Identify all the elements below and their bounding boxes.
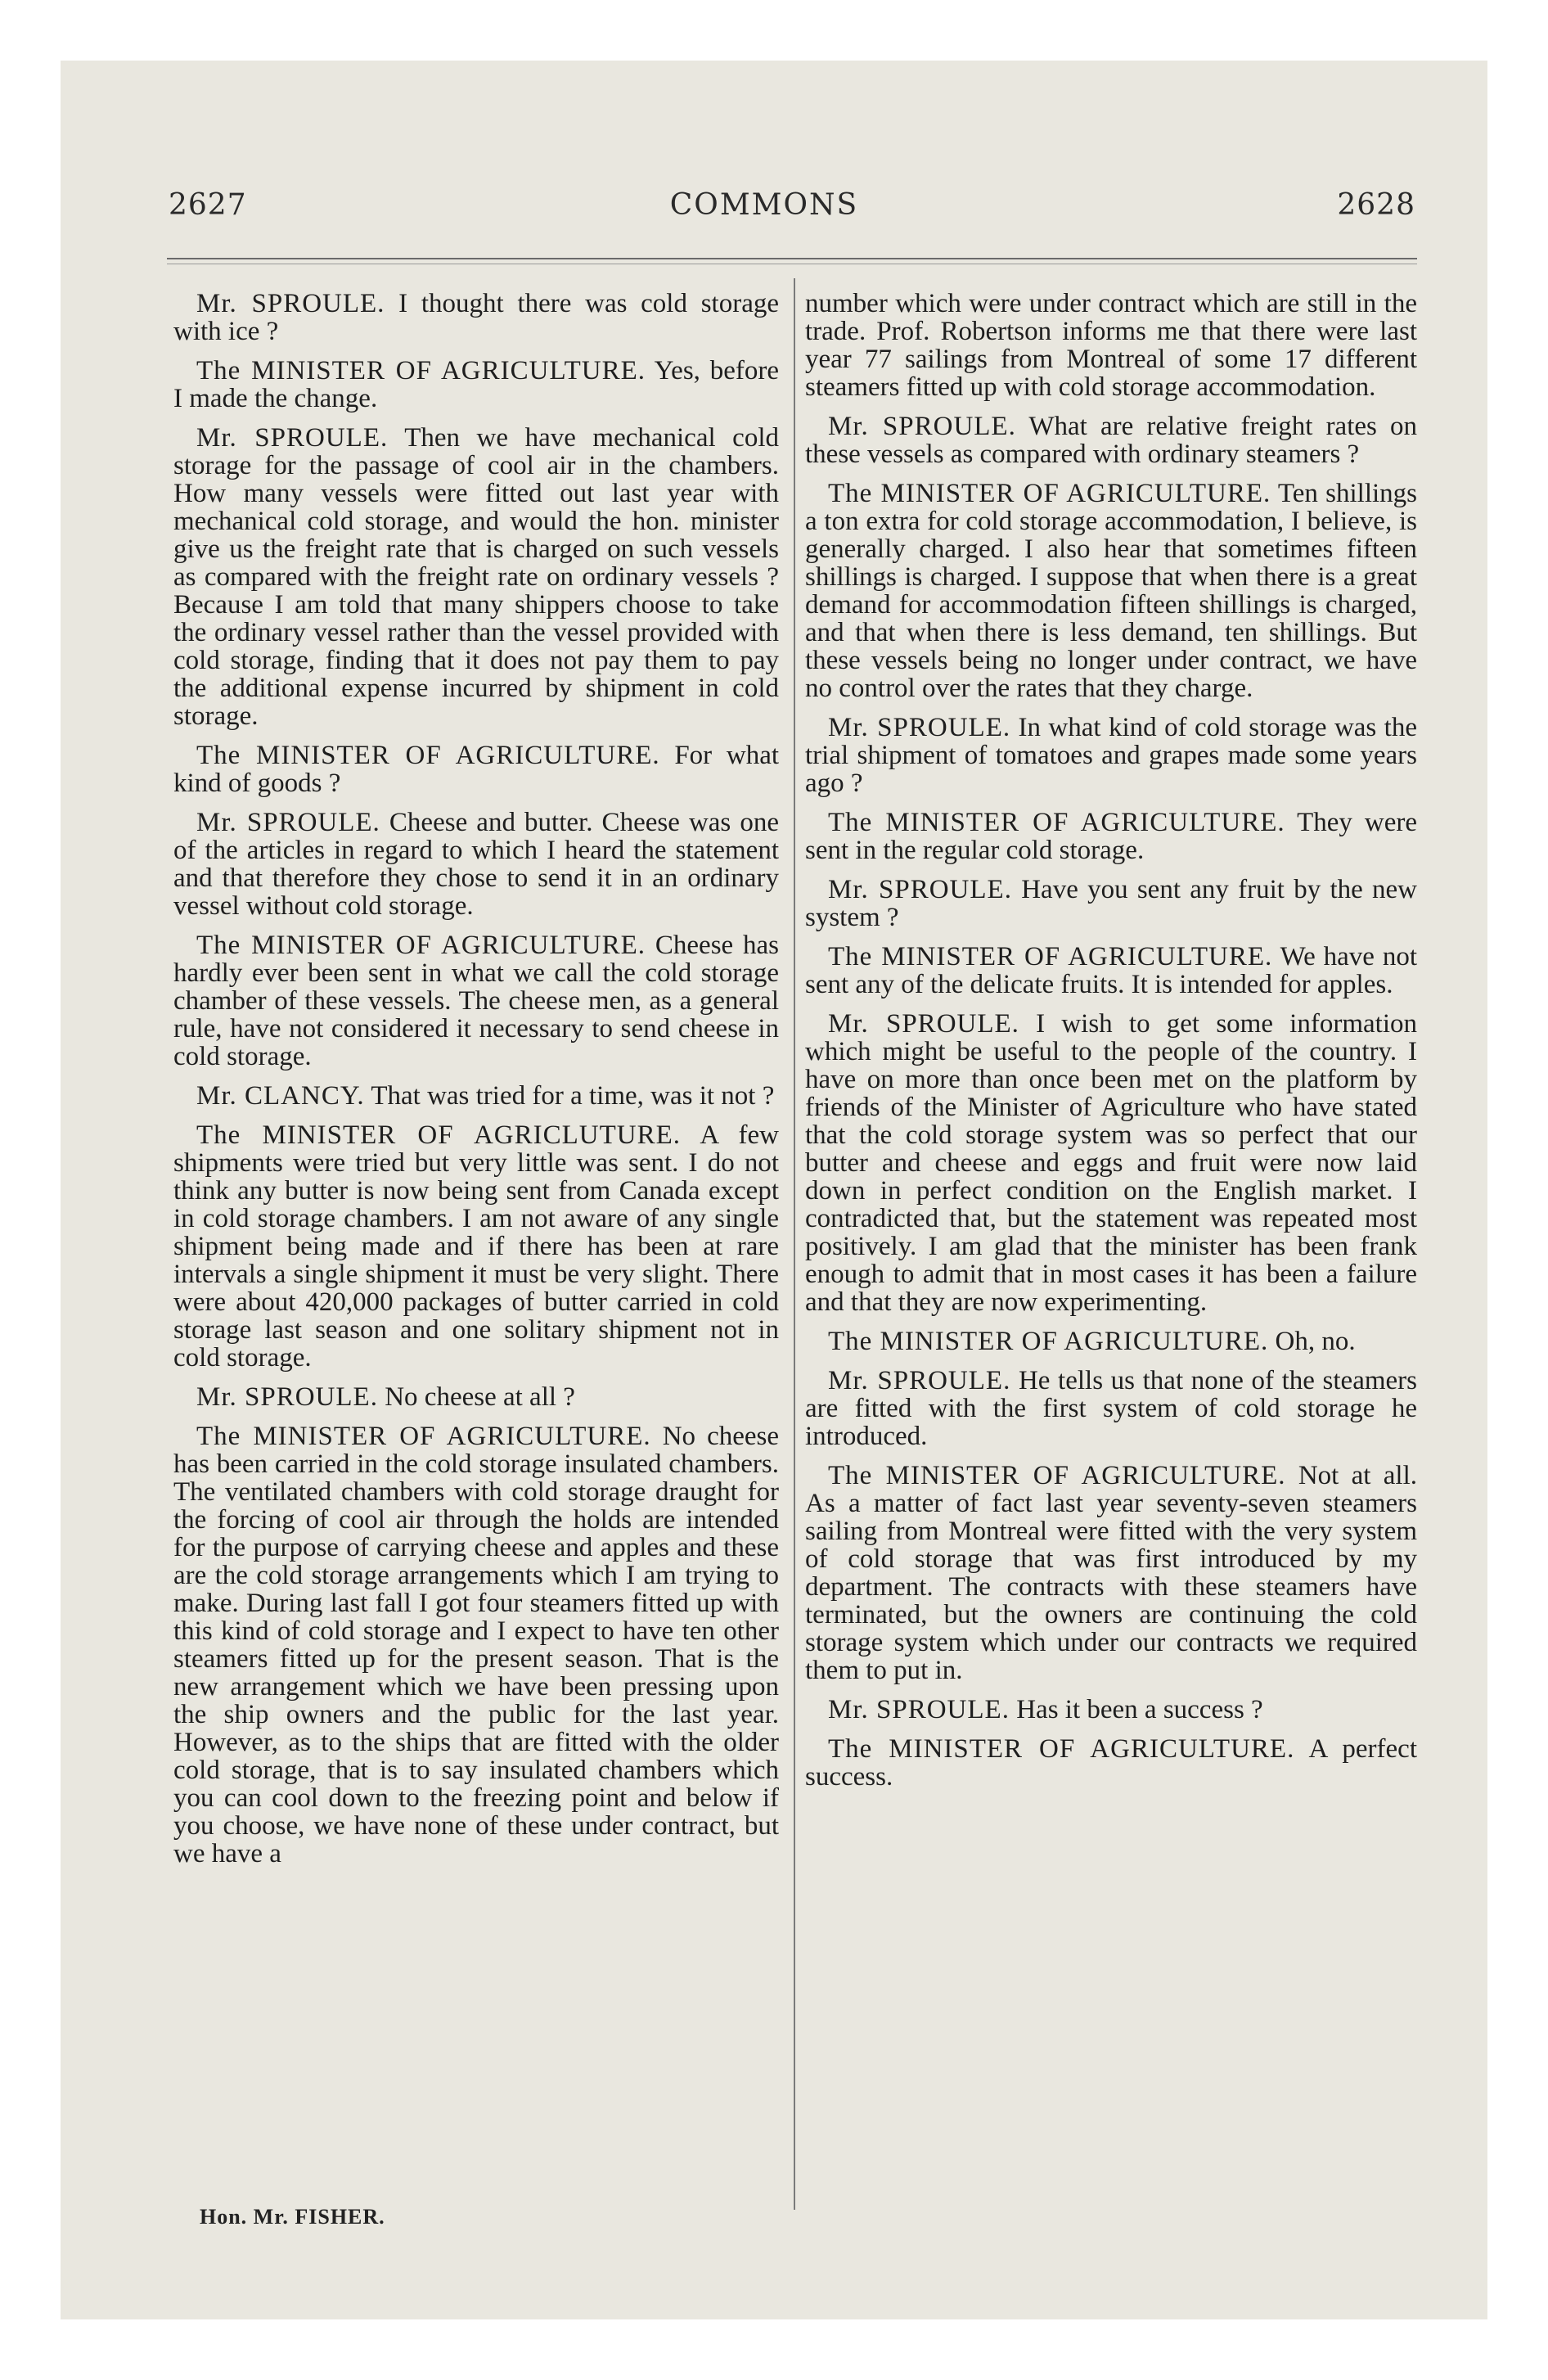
speech-text: I wish to get some information which might be useful to the people of the country. I have on more than once been met on the platform by friends of the Minister of Agriculture who have stated that the cold storage system was so perfect that our butter and cheese and eggs and fruit were now laid down in perfect condition on the English market. I contradicted that, but the statement was repeated most positively. I am glad that the minister has been frank enough to admit that in most cases it has been a failure and that they are now experimenting. (805, 1009, 1417, 1317)
speech-paragraph (805, 480, 1417, 702)
speech-paragraph (805, 412, 1417, 468)
speaker-name: Mr. SPROULE. (196, 1382, 378, 1412)
speech-text: Ten shillings a ton extra for cold storage accommodation, I believe, is generally charged. I also hear that sometimes fifteen shillings is charged. I suppose that when there is a great demand for accommodation fifteen shillings is charged, and that when there is less demand, ten shillings. But these vessels being no longer under contract, we have no control over the rates that they charge. (805, 479, 1418, 703)
speech-text: We have not sent any of the delicate fruits. It is intended for apples. (805, 942, 1417, 999)
footer-signature: Hon. Mr. FISHER. (200, 2205, 385, 2229)
speech-text: They were sent in the regular cold storage. (805, 808, 1418, 865)
speech-paragraph (173, 1422, 779, 1868)
speaker-name: Mr. SPROULE. (196, 808, 380, 837)
speech-paragraph (173, 290, 779, 345)
speaker-name: Mr. SPROULE. (828, 1366, 1011, 1395)
speech-paragraph (805, 1327, 1417, 1355)
speech-text: Not at all. As a matter of fact last year seventy-seven steamers sailing from Montreal were fitted with the very system of cold storage that was first introduced by my department. The contracts with these steamers have terminated, but the owners are continuing the cold storage system which under our contracts we required them to put in. (805, 1461, 1418, 1685)
speech-text: Yes, before I made the change. (173, 356, 780, 413)
speech-paragraph (805, 876, 1417, 931)
speech-text: Cheese and butter. Cheese was one of the articles in regard to which I heard the statement and that therefore they chose to send it in an ordinary vessel without cold storage. (173, 808, 780, 921)
speaker-name: Mr. SPROULE. (196, 423, 389, 453)
speech-text: No cheese has been carried in the cold storage insulated chambers. The ventilated chambers with cold storage draught for the forcing of cool air through the holds are intended for the purpose of carrying cheese and apples and these are the cold storage arrangements which I am trying to make. During last fall I got four steamers fitted up with this kind of cold storage and I expect to have ten other steamers fitted up for the present season. That is the new arrangement which we have been pressing upon the ship owners and the public for the last year. However, as to the ships that are fitted with the older cold storage, that is to say insulated chambers which you can cool down to the freezing point and below if you choose, we have none of these under contract, but we have a (173, 1422, 780, 1868)
speech-text: That was tried for a time, was it not ? (371, 1081, 775, 1111)
speaker-name: Mr. SPROULE. (196, 289, 385, 318)
speech-text: Then we have mechanical cold storage for the passage of cool air in the chambers. How many vessels were fitted out last year with mechanical cold storage, and would the hon. minister give us the freight rate that is charged on such vessels as compared with the freight rate on ordinary vessels ? Because I am told that many shippers choose to take the ordinary vessel rather than the vessel provided with cold storage, finding that it does not pay them to pay the additional expense incurred by shipment in cold storage. (173, 423, 779, 731)
continued-paragraph: number which were under contract which are still in the trade. Prof. Robertson informs me that there were last year 77 sailings from Montreal of some 17 different steamers fitted up with cold storage accommodation. (805, 289, 1417, 402)
page-title: COMMONS (669, 188, 859, 222)
speech-text: What are relative freight rates on these vessels as compared with ordinary steamers ? (805, 412, 1417, 469)
speech-paragraph (805, 714, 1417, 797)
header-rule (167, 258, 1417, 259)
speaker-name: Mr. SPROULE. (828, 1009, 1019, 1039)
speaker-name: The MINISTER OF AGRICULTURE. (196, 1422, 651, 1451)
speech-paragraph (173, 741, 779, 797)
speech-text: A few shipments were tried but very little was sent. I do not think any butter is now being sent from Canada except in cold storage chambers. I am not aware of any single shipment being made and if there has been at rare intervals a single shipment it must be very slight. There were about 420,000 packages of butter carried in cold storage last season and one solitary shipment not in cold storage. (173, 1120, 780, 1373)
speech-paragraph (173, 1383, 779, 1411)
speech-paragraph (173, 931, 779, 1071)
speech-paragraph (173, 424, 779, 730)
speaker-name: The MINISTER OF AGRICLUTURE. (196, 1120, 682, 1150)
page-header (110, 188, 1419, 237)
speaker-name: The MINISTER OF AGRICULTURE. (828, 1734, 1295, 1764)
speech-paragraph (173, 1082, 779, 1110)
speech-text: Have you sent any fruit by the new system ? (805, 875, 1417, 932)
speech-paragraph (173, 1121, 779, 1372)
speech-paragraph (805, 1367, 1417, 1450)
speech-text: He tells us that none of the steamers are fitted with the first system of cold storage he introduced. (805, 1366, 1417, 1451)
speaker-name: The MINISTER OF AGRICULTURE. (196, 356, 646, 385)
speaker-name: The MINISTER OF AGRICULTURE. (828, 479, 1271, 508)
speech-paragraph (805, 1696, 1417, 1724)
speech-text: No cheese at all ? (385, 1382, 575, 1412)
speaker-name: The MINISTER OF AGRICULTURE. (828, 808, 1285, 837)
speaker-name: The MINISTER OF AGRICULTURE. (196, 931, 646, 960)
speech-text: Cheese has hardly ever been sent in what we call the cold storage chamber of these vessels. The cheese men, as a general rule, have not considered it necessary to send cheese in cold storage. (173, 931, 780, 1071)
speaker-name: Mr. CLANCY. (196, 1081, 365, 1111)
speech-text: Oh, no. (1275, 1327, 1356, 1356)
left-page-number: 2627 (169, 188, 247, 222)
right-page-number: 2628 (1337, 188, 1415, 222)
speech-text: For what kind of goods ? (173, 741, 780, 798)
speech-paragraph (805, 943, 1417, 998)
speech-text: Has it been a success ? (1016, 1695, 1263, 1724)
speaker-name: The MINISTER OF AGRICULTURE. (196, 741, 660, 770)
speech-text: I thought there was cold storage with ice ? (173, 289, 779, 346)
right-column (805, 290, 1417, 1802)
speech-paragraph (173, 357, 779, 412)
speaker-name: The MINISTER OF AGRICULTURE. (828, 1461, 1286, 1490)
speaker-name: Mr. SPROULE. (828, 412, 1016, 441)
speech-paragraph (805, 1010, 1417, 1316)
speech-text: A perfect success. (805, 1734, 1417, 1792)
speech-paragraph (805, 809, 1417, 864)
speech-text: In what kind of cold storage was the trial shipment of tomatoes and grapes made some years ago ? (805, 713, 1417, 798)
speaker-name: Mr. SPROULE. (828, 875, 1012, 904)
speech-paragraph (805, 1735, 1417, 1791)
speech-paragraph (805, 1462, 1417, 1684)
speech-paragraph (173, 809, 779, 920)
speaker-name: Mr. SPROULE. (828, 713, 1011, 742)
left-column (173, 290, 779, 1879)
speaker-name: Mr. SPROULE. (828, 1695, 1010, 1724)
speaker-name: The MINISTER OF AGRICULTURE. (828, 942, 1273, 971)
speaker-name: The MINISTER OF AGRICULTURE. (828, 1327, 1269, 1356)
column-divider (794, 278, 795, 2210)
